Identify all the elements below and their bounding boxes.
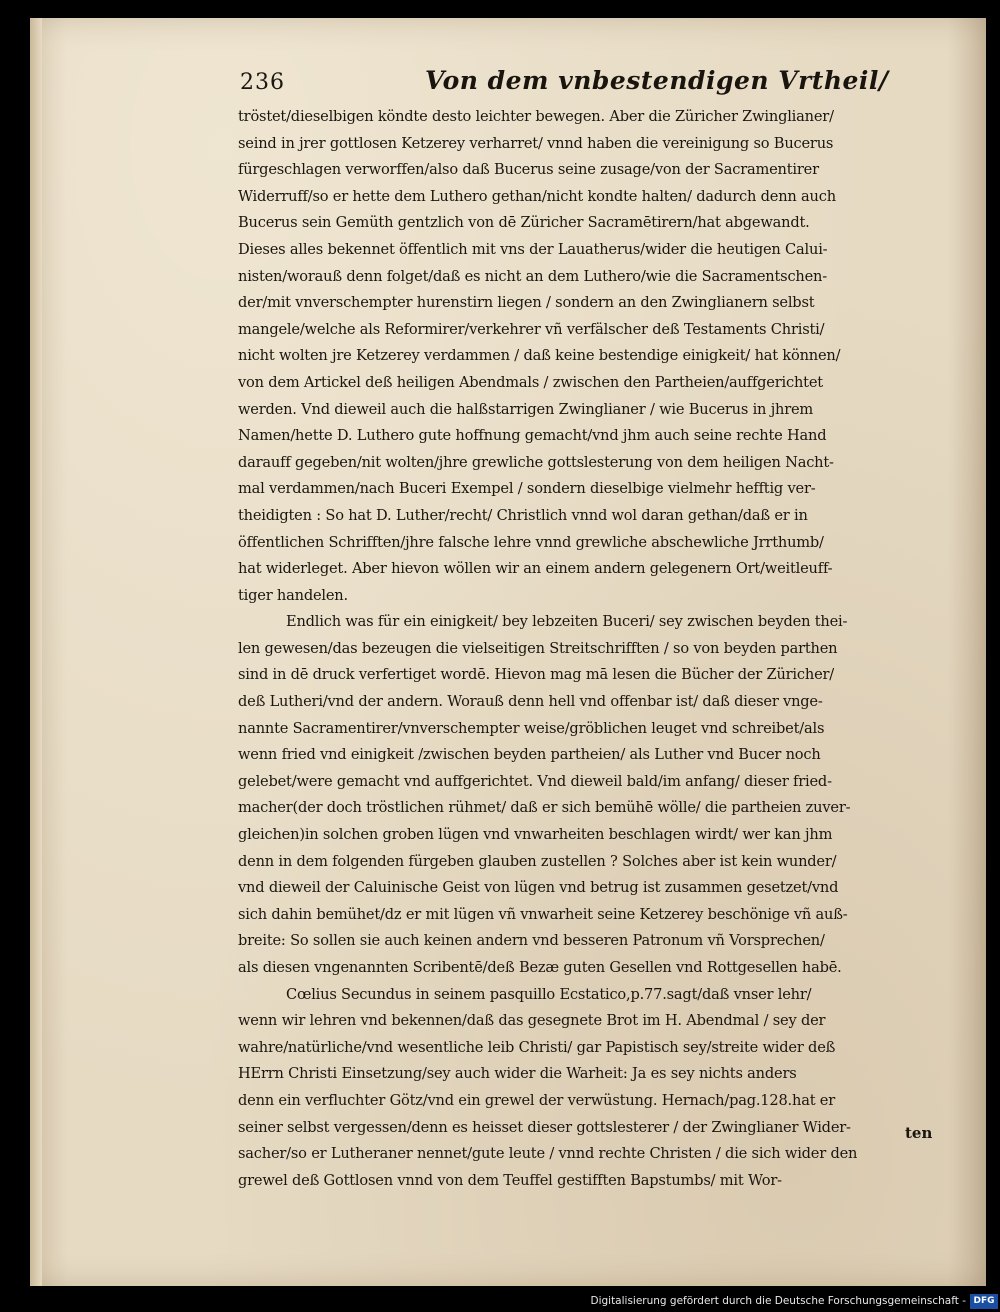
text-line: denn ein verfluchter Götz/vnd ein grewel der verwüstung. Hernach/pag.128.hat er	[238, 1091, 836, 1109]
text-line: breite: So sollen sie auch keinen andern vnd besseren Patronum vñ Vorsprechen/	[238, 932, 825, 950]
text-line: nisten/worauß denn folget/daß es nicht an dem Luthero/wie die Sacramentschen-	[238, 267, 827, 285]
text-line: deß Lutheri/vnd der andern. Worauß denn hell vnd offenbar ist/ daß dieser vnge-	[238, 693, 823, 711]
text-line: len gewesen/das bezeugen die vielseitigen Streitschrifften / so von beyden parthen	[238, 639, 838, 657]
text-line: von dem Artickel deß heiligen Abendmals / zwischen den Partheien/auffgerichtet	[238, 373, 823, 391]
text-line: vnd dieweil der Caluinische Geist von lügen vnd betrug ist zusammen gesetzet/vnd	[238, 879, 839, 897]
text-line: denn in dem folgenden fürgeben glauben zustellen ? Solches aber ist kein wunder/	[238, 852, 837, 870]
text-line: darauff gegeben/nit wolten/jhre grewliche gottslesterung von dem heiligen Nacht-	[238, 453, 834, 471]
dfg-logo: DFG	[970, 1294, 998, 1309]
text-line: wenn wir lehren vnd bekennen/daß das gesegnete Brot im H. Abendmal / sey der	[238, 1012, 826, 1030]
page-number: 236	[240, 70, 285, 95]
text-line: als diesen vngenannten Scribentē/deß Bezæ guten Gesellen vnd Rottgesellen habē.	[238, 959, 842, 976]
text-line: mal verdammen/nach Buceri Exempel / sondern dieselbige vielmehr hefftig ver-	[238, 480, 816, 498]
text-line: hat widerleget. Aber hievon wöllen wir an einem andern gelegenern Ort/weitleuff-	[238, 560, 833, 578]
text-line: seind in jrer gottlosen Ketzerey verharret/ vnnd haben die vereinigung so Bucerus	[238, 134, 834, 152]
text-line: tröstet/dieselbigen köndte desto leichter bewegen. Aber die Züricher Zwinglianer/	[238, 108, 834, 125]
footer-bar	[0, 1293, 1000, 1312]
text-line: theidigten : So hat D. Luther/recht/ Christlich vnnd wol daran gethan/daß er in	[238, 506, 808, 524]
text-line: Dieses alles bekennet öffentlich mit vns der Lauatherus/wider die heutigen Calui-	[238, 240, 828, 258]
text-line: werden. Vnd dieweil auch die halßstarrigen Zwinglianer / wie Bucerus in jhrem	[238, 400, 814, 418]
funding-note: Digitalisierung gefördert durch die Deutsche Forschungsgemeinschaft -	[590, 1295, 966, 1307]
text-line: Namen/hette D. Luthero gute hoffnung gemacht/vnd jhm auch seine rechte Hand	[238, 427, 827, 445]
text-line: Bucerus sein Gemüth gentzlich von dē Züricher Sacramētirern/hat abgewandt.	[238, 214, 810, 232]
text-line: mangele/welche als Reformirer/verkehrer vñ verfälscher deß Testaments Christi/	[238, 320, 825, 338]
page-edge	[30, 18, 42, 1286]
text-line: der/mit vnverschempter hurenstirn liegen / sondern an den Zwinglianern selbst	[238, 294, 815, 312]
text-line: nannte Sacramentirer/vnverschempter weise/gröblichen leuget vnd schreibet/als	[238, 719, 825, 737]
catchword: ten	[905, 1124, 933, 1142]
text-line: gleichen)in solchen groben lügen vnd vnwarheiten beschlagen wirdt/ wer kan jhm	[238, 826, 833, 844]
text-line: Widerruff/so er hette dem Luthero gethan/nicht kondte halten/ dadurch denn auch	[238, 187, 836, 205]
text-line: wahre/natürliche/vnd wesentliche leib Christi/ gar Papistisch sey/streite wider deß	[238, 1038, 836, 1056]
running-title: Von dem vnbestendigen Vrtheil/	[425, 66, 889, 95]
text-line: sich dahin bemühet/dz er mit lügen vñ vnwarheit seine Ketzerey beschönige vñ auß-	[238, 905, 848, 923]
text-line: HErrn Christi Einsetzung/sey auch wider die Warheit: Ja es sey nichts anders	[238, 1065, 797, 1083]
body-text	[238, 104, 928, 1194]
text-line: wenn fried vnd einigkeit /zwischen beyden partheien/ als Luther vnd Bucer noch	[238, 746, 821, 764]
text-line: tiger handelen.	[238, 586, 348, 604]
text-line: nicht wolten jre Ketzerey verdammen / daß keine bestendige einigkeit/ hat können/	[238, 347, 841, 365]
text-line: seiner selbst vergessen/denn es heisset dieser gottslesterer / der Zwinglianer Wider-	[238, 1118, 851, 1136]
text-line: macher(der doch tröstlichen rühmet/ daß er sich bemühē wölle/ die partheien zuver-	[238, 799, 851, 817]
text-line: sacher/so er Lutheraner nennet/gute leute / vnnd rechte Christen / die sich wider den	[238, 1145, 858, 1163]
text-line: sind in dē druck verfertiget wordē. Hievon mag mā lesen die Bücher der Züricher/	[238, 666, 835, 684]
text-line: grewel deß Gottlosen vnnd von dem Teuffel gestifften Bapstumbs/ mit Wor-	[238, 1171, 782, 1189]
text-line: öffentlichen Schrifften/jhre falsche lehre vnnd grewliche abschewliche Jrrthumb/	[238, 533, 824, 551]
text-line: fürgeschlagen verworffen/also daß Bucerus seine zusage/von der Sacramentirer	[238, 161, 819, 179]
text-line: Cœlius Secundus in seinem pasquillo Ecstatico,p.77.sagt/daß vnser lehr/	[286, 985, 812, 1003]
text-line: Endlich was für ein einigkeit/ bey lebzeiten Buceri/ sey zwischen beyden thei-	[286, 613, 848, 631]
text-line: gelebet/were gemacht vnd auffgerichtet. Vnd dieweil bald/im anfang/ dieser fried-	[238, 772, 832, 790]
